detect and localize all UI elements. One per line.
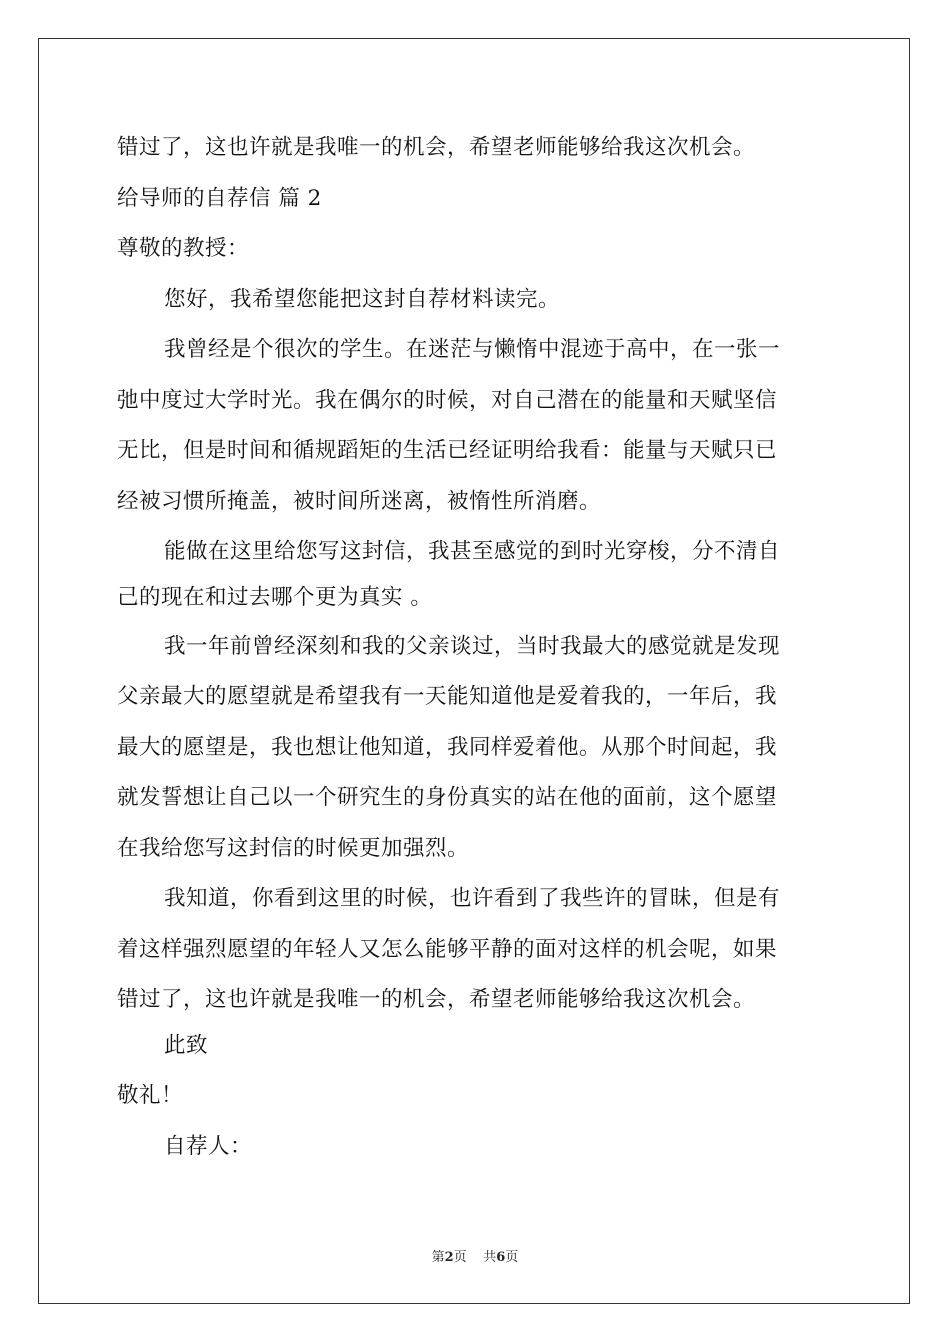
signature-label: 自荐人：	[164, 1134, 253, 1159]
closing-regards: 敬礼！	[117, 1083, 184, 1108]
text-line: 我知道，你看到这里的时候，也许看到了我些许的冒昧，但是有	[164, 886, 781, 911]
text-line: 我曾经是个很次的学生。在迷茫与懒惰中混迹于高中，在一张一	[164, 337, 781, 362]
page-prefix: 第	[431, 1250, 445, 1265]
text-line: 我一年前曾经深刻和我的父亲谈过，当时我最大的感觉就是发现	[164, 634, 781, 659]
text-line: 最大的愿望是，我也想让他知道，我同样爱着他。从那个时间起，我	[117, 735, 778, 760]
text-line: 着这样强烈愿望的年轻人又怎么能够平静的面对这样的机会呢，如果	[117, 937, 778, 962]
section-heading: 给导师的自荐信 篇 2	[117, 186, 322, 211]
page-suffix: 页	[453, 1250, 467, 1265]
page-border	[38, 38, 910, 1304]
text-line: 能做在这里给您写这封信，我甚至感觉的到时光穿梭，分不清自	[164, 539, 781, 564]
total-pages: 6	[496, 1250, 506, 1265]
text-line: 己的现在和过去哪个更为真实 。	[117, 585, 433, 610]
text-line: 经被习惯所掩盖，被时间所迷离，被惰性所消磨。	[117, 489, 602, 514]
closing-line: 此致	[164, 1033, 209, 1058]
page-number: 2	[444, 1250, 454, 1265]
text-line: 错过了，这也许就是我唯一的机会，希望老师能够给我这次机会。	[117, 135, 756, 160]
total-prefix: 共	[483, 1250, 497, 1265]
total-suffix: 页	[505, 1250, 519, 1265]
text-line: 弛中度过大学时光。我在偶尔的时候，对自己潜在的能量和天赋坚信	[117, 388, 778, 413]
text-line: 就发誓想让自己以一个研究生的身份真实的站在他的面前，这个愿望	[117, 785, 778, 810]
text-line: 错过了，这也许就是我唯一的机会，希望老师能够给我这次机会。	[117, 987, 756, 1012]
text-line: 父亲最大的愿望就是希望我有一天能知道他是爱着我的，一年后，我	[117, 684, 778, 709]
page-footer	[0, 1246, 950, 1265]
text-line: 您好，我希望您能把这封自荐材料读完。	[164, 287, 561, 312]
text-line: 无比，但是时间和循规蹈矩的生活已经证明给我看：能量与天赋只已	[117, 438, 778, 463]
salutation: 尊敬的教授：	[117, 236, 250, 261]
text-line: 在我给您写这封信的时候更加强烈。	[117, 836, 470, 861]
